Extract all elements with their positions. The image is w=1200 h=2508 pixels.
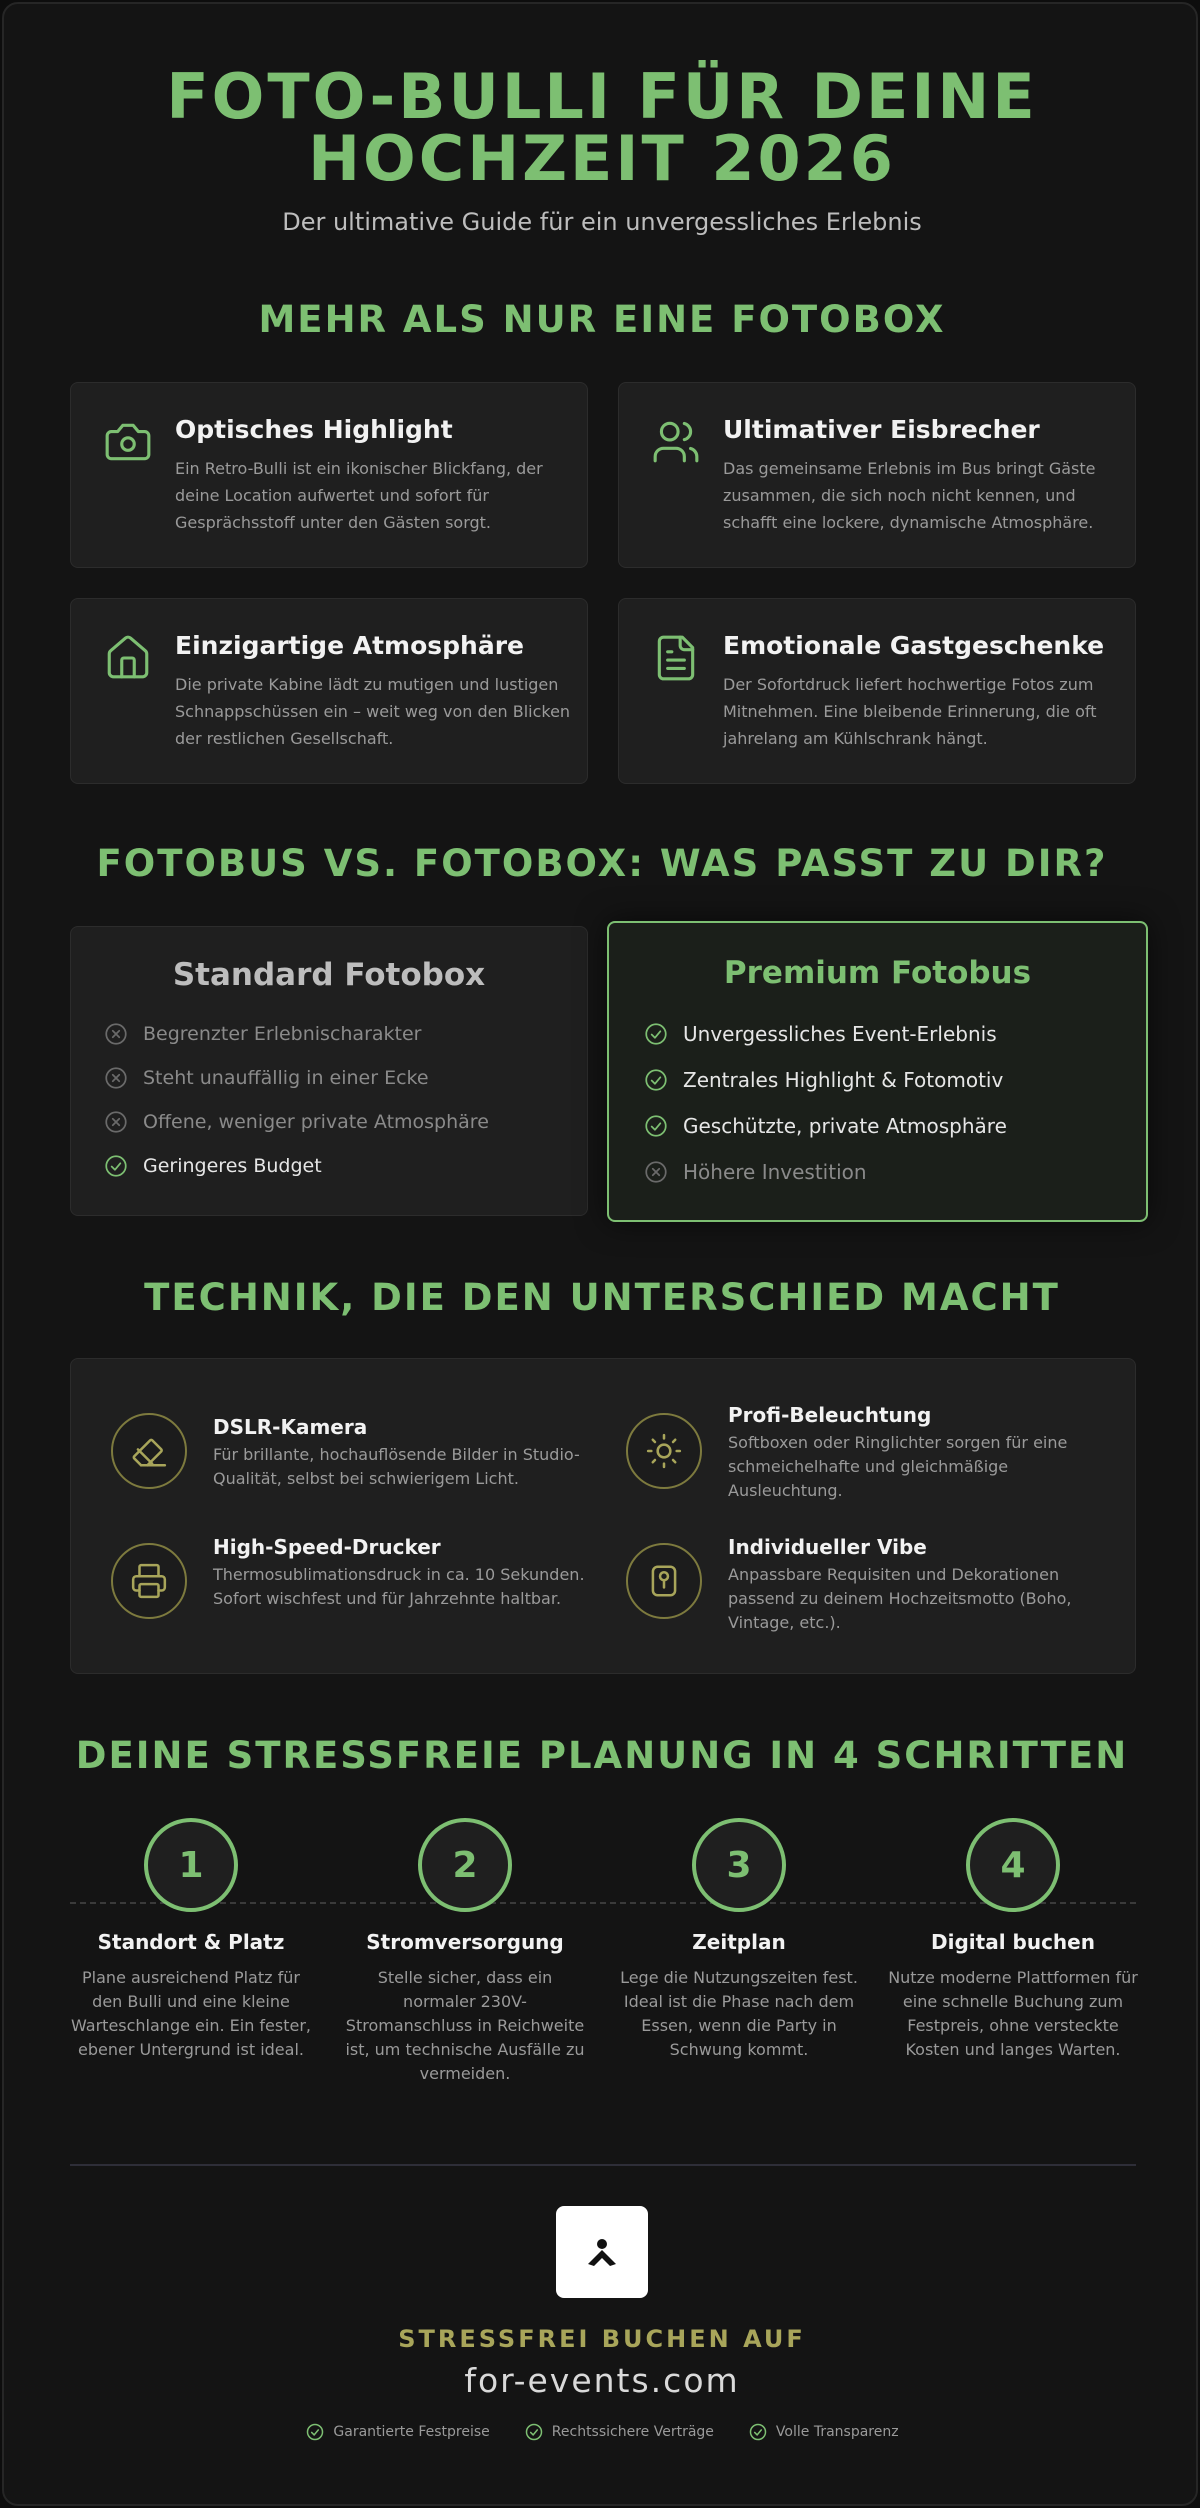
title-line-2: HOCHZEIT 2026 [308,122,896,195]
page-title [4,60,1200,195]
planning-heading: DEINE STRESSFREIE PLANUNG IN 4 SCHRITTEN [75,1734,1129,1777]
technology-card [70,1358,1136,1674]
trust-badge-label: Garantierte Festpreise [333,2424,490,2440]
x-circle-icon [643,1159,669,1185]
brand-logo[interactable] [556,2206,648,2298]
trust-badges [4,2422,1200,2442]
tech-description: Softboxen oder Ringlichter sorgen für eine schmeichelhafte und gleichmäßige Ausleuchtung. [728,1433,1068,1500]
comparison-heading: FOTOBUS VS. FOTOBOX: WAS PASST ZU DIR? [96,842,1108,885]
printer-icon [111,1543,187,1619]
comparison-row [103,1063,429,1093]
tech-title: DSLR-Kamera [213,1415,368,1439]
eraser-icon [111,1413,187,1489]
feature-title: Emotionale Gastgeschenke [723,631,1105,660]
trust-badge [524,2422,714,2442]
feature-description: Der Sofortdruck liefert hochwertige Fotos zum Mitnehmen. Eine bleibende Erinnerung, die oft jahrelang am Kühlschrank hängt. [723,675,1097,748]
feature-title: Ultimativer Eisbrecher [723,415,1040,444]
comparison-row-text: Zentrales Highlight & Fotomotiv [683,1068,1004,1092]
infographic-page [2,2,1198,2506]
comparison-row-text: Geschützte, private Atmosphäre [683,1114,1007,1138]
trust-badge [748,2422,899,2442]
title-line-1: FOTO-BULLI FÜR DEINE [166,60,1038,133]
users-icon [651,417,701,467]
step-description: Nutze moderne Plattformen für eine schnelle Buchung zum Festpreis, ohne versteckte Kosten und langes Warten. [888,1968,1138,2059]
step-number: 4 [966,1818,1060,1912]
feature-description: Ein Retro-Bulli ist ein ikonischer Blickfang, der deine Location aufwertet und sofort für Gesprächsstoff unter den Gästen sorgt. [175,459,543,532]
check-circle-icon [524,2422,544,2442]
cta-label: STRESSFREI BUCHEN AUF [398,2325,806,2353]
logo-icon [582,2232,622,2272]
comparison-row-text: Steht unauffällig in einer Ecke [143,1067,429,1089]
comparison-row [103,1019,421,1049]
tech-title: Profi-Beleuchtung [728,1403,932,1427]
feature-card [618,382,1136,568]
booking-link[interactable]: for-events.com [464,2361,740,2400]
standard-fotobox-card [70,926,588,1216]
premium-fotobus-title: Premium Fotobus [723,955,1032,991]
comparison-row [103,1151,322,1181]
comparison-row [643,1019,997,1049]
steps-timeline-line [70,1902,1136,1904]
check-circle-icon [643,1067,669,1093]
comparison-row [103,1107,489,1137]
tech-description: Für brillante, hochauflösende Bilder in Studio-Qualität, selbst bei schwierigem Licht. [213,1445,580,1488]
feature-title: Einzigartige Atmosphäre [175,631,524,660]
feature-description: Die private Kabine lädt zu mutigen und lustigen Schnappschüssen ein – weit weg von den Blicken der restlichen Gesellschaft. [175,675,571,748]
standard-fotobox-title: Standard Fotobox [172,957,486,993]
page-subtitle: Der ultimative Guide für ein unvergessliches Erlebnis [282,208,922,236]
comparison-row-text: Höhere Investition [683,1160,867,1184]
step-number: 2 [418,1818,512,1912]
feature-title: Optisches Highlight [175,415,453,444]
home-icon [103,633,153,683]
comparison-row-text: Offene, weniger private Atmosphäre [143,1111,489,1133]
feature-card [618,598,1136,784]
comparison-row [643,1111,1007,1141]
check-circle-icon [643,1113,669,1139]
step-description: Stelle sicher, dass ein normaler 230V-Stromanschluss in Reichweite ist, um technische Ausfälle zu vermeiden. [345,1968,585,2083]
step-description: Lege die Nutzungszeiten fest. Ideal ist die Phase nach dem Essen, wenn die Party in Schwung kommt. [620,1968,858,2059]
tech-description: Thermosublimationsdruck in ca. 10 Sekunden. Sofort wischfest und für Jahrzehnte haltbar. [213,1565,585,1608]
step-description: Plane ausreichend Platz für den Bulli und eine kleine Warteschlange ein. Ein fester, ebener Untergrund ist ideal. [70,1968,312,2059]
x-circle-icon [103,1109,129,1135]
feature-card [70,382,588,568]
check-circle-icon [103,1153,129,1179]
feature-card [70,598,588,784]
premium-fotobus-card [607,921,1148,1222]
tech-title: High-Speed-Drucker [213,1535,441,1559]
step-title: Stromversorgung [366,1930,564,1954]
check-circle-icon [305,2422,325,2442]
x-circle-icon [103,1021,129,1047]
step-number: 1 [144,1818,238,1912]
feature-description: Das gemeinsame Erlebnis im Bus bringt Gäste zusammen, die sich noch nicht kennen, und schafft eine lockere, dynamische Atmosphäre. [723,459,1096,532]
key-icon [626,1543,702,1619]
trust-badge [305,2422,489,2442]
comparison-row [643,1065,1003,1095]
check-circle-icon [748,2422,768,2442]
trust-badge-label: Rechtssichere Verträge [551,2424,714,2440]
x-circle-icon [103,1065,129,1091]
document-icon [651,633,701,683]
step-title: Zeitplan [692,1930,786,1954]
check-circle-icon [643,1021,669,1047]
comparison-row-text: Geringeres Budget [143,1155,322,1177]
camera-icon [103,417,153,467]
tech-title: Individueller Vibe [728,1535,927,1559]
comparison-row-text: Begrenzter Erlebnischarakter [143,1023,422,1045]
trust-badge-label: Volle Transparenz [775,2424,899,2440]
step-title: Standort & Platz [97,1930,285,1954]
section-divider [70,2164,1136,2166]
comparison-row-text: Unvergessliches Event-Erlebnis [683,1022,997,1046]
technology-heading: TECHNIK, DIE DEN UNTERSCHIED MACHT [144,1276,1060,1319]
comparison-row [643,1157,867,1187]
sun-icon [626,1413,702,1489]
tech-description: Anpassbare Requisiten und Dekorationen passend zu deinem Hochzeitsmotto (Boho, Vintage, etc.). [728,1565,1072,1632]
step-title: Digital buchen [931,1930,1095,1954]
step-number: 3 [692,1818,786,1912]
features-heading: MEHR ALS NUR EINE FOTOBOX [258,298,946,341]
